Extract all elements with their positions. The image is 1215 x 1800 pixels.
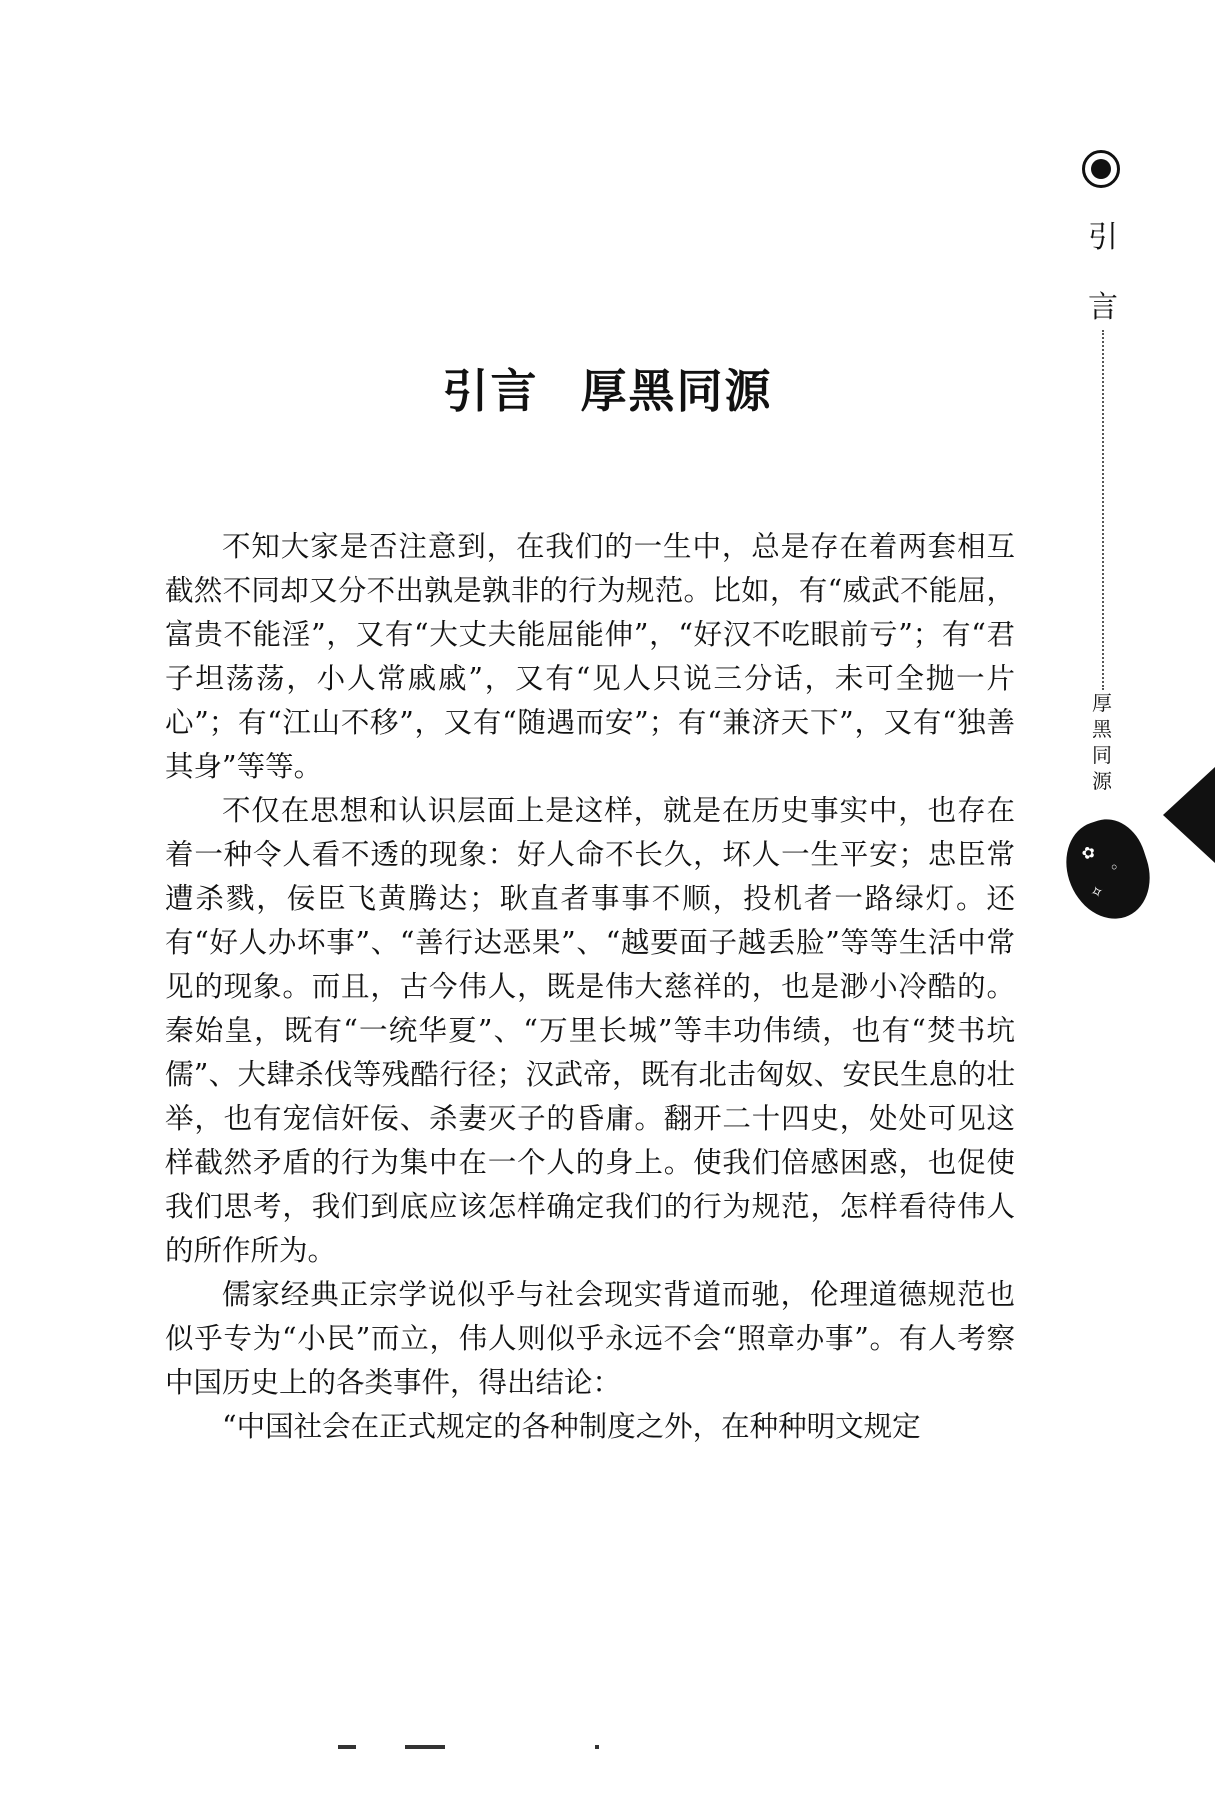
side-char-1: 引 [1088, 220, 1118, 255]
side-title-char: 同 [1092, 743, 1112, 767]
paragraph: 不知大家是否注意到，在我们的一生中，总是存在着两套相互截然不同却又分不出孰是孰非的行为规范。比如，有“威武不能屈，富贵不能淫”，又有“大丈夫能屈能伸”，“好汉不吃眼前亏”；有“君子坦荡荡，小人常戚戚”，又有“见人只说三分话，未可全抛一片心”；有“江山不移”，又有“随遇而安”；有“兼济天下”，又有“独善其身”等等。 [165, 530, 1015, 783]
print-speck [338, 1745, 356, 1749]
chapter-title [0, 355, 1215, 421]
print-speck [595, 1745, 599, 1749]
side-title [1090, 690, 1114, 794]
side-char-2: 言 [1088, 290, 1118, 325]
paragraph: “中国社会在正式规定的各种制度之外，在种种明文规定 [222, 1410, 921, 1443]
page-tab-marker-icon [1163, 767, 1215, 863]
side-title-char: 厚 [1092, 691, 1112, 715]
body-text [165, 525, 1015, 1449]
dotted-divider [1102, 330, 1104, 690]
side-title-char: 黑 [1092, 717, 1112, 741]
chapter-title-part2: 厚黑同源 [580, 364, 773, 418]
bullet-circle-icon [1082, 150, 1120, 188]
decorative-emblem-icon: ✿ ◦ ✧ [1055, 810, 1162, 930]
chapter-title-part1: 引言 [442, 364, 539, 418]
print-speck [405, 1745, 445, 1749]
paragraph: 不仅在思想和认识层面上是这样，就是在历史事实中，也存在着一种令人看不透的现象：好人命不长久，坏人一生平安；忠臣常遭杀戮，佞臣飞黄腾达；耿直者事事不顺，投机者一路绿灯。还有“好人办坏事”、“善行达恶果”、“越要面子越丢脸”等等生活中常见的现象。而且，古今伟人，既是伟大慈祥的，也是渺小冷酷的。秦始皇，既有“一统华夏”、“万里长城”等丰功伟绩，也有“焚书坑儒”、大肆杀伐等残酷行径；汉武帝，既有北击匈奴、安民生息的壮举，也有宠信奸佞、杀妻灭子的昏庸。翻开二十四史，处处可见这样截然矛盾的行为集中在一个人的身上。使我们倍感困惑，也促使我们思考，我们到底应该怎样确定我们的行为规范，怎样看待伟人的所作所为。 [165, 794, 1015, 1267]
side-title-char: 源 [1092, 769, 1112, 793]
paragraph: 儒家经典正宗学说似乎与社会现实背道而驰，伦理道德规范也似乎专为“小民”而立，伟人则似乎永远不会“照章办事”。有人考察中国历史上的各类事件，得出结论： [165, 1278, 1015, 1399]
